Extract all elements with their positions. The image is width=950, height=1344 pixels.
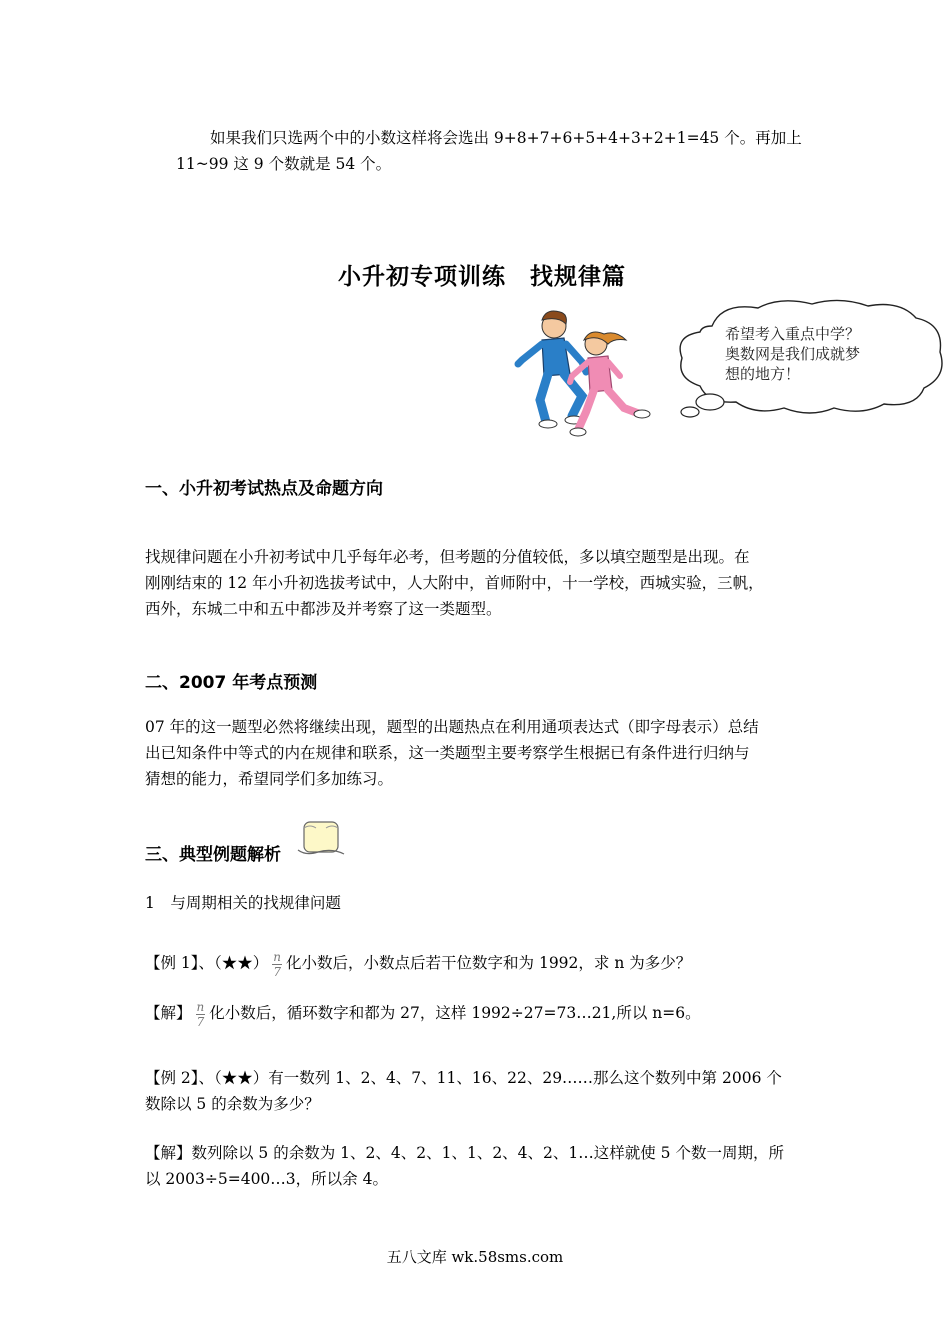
example-2 xyxy=(145,1065,825,1117)
section-1-line: 西外，东城二中和五中都涉及并考察了这一类题型。 xyxy=(145,600,502,618)
section-1-line: 刚刚结束的 12 年小升初选拔考试中，人大附中，首师附中，十一学校，西城实验，三帆， xyxy=(145,574,764,592)
page-title: 小升初专项训练 找规律篇 xyxy=(338,264,626,290)
intro-paragraph xyxy=(176,125,816,177)
example-1 xyxy=(145,946,825,980)
fraction-numerator: n xyxy=(273,949,282,964)
section-2-line: 猜想的能力，希望同学们多加练习。 xyxy=(145,770,394,788)
section-2-line: 07 年的这一题型必然将继续出现，题型的出题热点在利用通项表达式（即字母表示）总结 xyxy=(145,718,759,736)
thought-bubble-dot-large xyxy=(696,394,724,410)
solution-2-line-2: 以 2003÷5=400…3，所以余 4。 xyxy=(145,1170,388,1188)
bubble-line-3: 想的地方！ xyxy=(725,365,801,383)
footer-watermark: 五八文库 wk.58sms.com xyxy=(386,1248,564,1266)
section-2-line: 出已知条件中等式的内在规律和联系，这一类题型主要考察学生根据已有条件进行归纳与 xyxy=(145,744,750,762)
intro-line-2: 11~99 这 9 个数就是 54 个。 xyxy=(176,155,392,173)
fraction-denominator: 7 xyxy=(273,964,281,979)
solution-2 xyxy=(145,1140,825,1192)
example-1-text: 化小数后，小数点后若干位数字和为 1992，求 n 为多少？ xyxy=(286,954,692,972)
bubble-line-1: 希望考入重点中学？ xyxy=(725,325,861,343)
boy-left-arm xyxy=(518,344,542,364)
example-1-fraction xyxy=(272,950,282,979)
girl-right-shoe xyxy=(634,410,650,418)
solution-1-fraction xyxy=(196,1000,206,1029)
example-2-line-2: 数除以 5 的余数为多少？ xyxy=(145,1095,320,1113)
section-1-line: 找规律问题在小升初考试中几乎每年必考，但考题的分值较低，多以填空题型是出现。在 xyxy=(145,548,750,566)
girl-left-shoe xyxy=(570,428,586,436)
fraction-numerator: n xyxy=(196,999,205,1014)
solution-2-line-1: 【解】数列除以 5 的余数为 1、2、4、2、1、1、2、4、2、1…这样就使 5 个数一周期，所 xyxy=(145,1144,784,1162)
scroll-icon xyxy=(296,818,346,858)
section-1-heading: 一、小升初考试热点及命题方向 xyxy=(145,479,383,499)
thought-bubble-text xyxy=(725,324,905,384)
section-3-subheading: 1 与周期相关的找规律问题 xyxy=(145,894,341,912)
example-2-line-1: 【例 2】、（★★）有一数列 1、2、4、7、11、16、22、29……那么这个数列中第 2006 个 xyxy=(145,1069,782,1087)
boy-left-shoe xyxy=(539,420,557,428)
section-1-paragraph xyxy=(145,544,815,622)
thought-bubble-dot-small xyxy=(681,407,699,417)
section-2-paragraph xyxy=(145,714,815,792)
section-3-heading: 三、典型例题解析 xyxy=(145,845,281,865)
running-children-illustration xyxy=(512,304,652,440)
intro-line-1: 如果我们只选两个中的小数这样将会选出 9+8+7+6+5+4+3+2+1=45 个。再加上 xyxy=(210,129,802,147)
fraction-denominator: 7 xyxy=(196,1014,205,1029)
example-1-label: 【例 1】、（★★） xyxy=(145,954,269,972)
girl-right-leg xyxy=(608,390,640,414)
bubble-line-2: 奥数网是我们成就梦 xyxy=(725,345,861,363)
section-2-heading: 二、2007 年考点预测 xyxy=(145,673,318,693)
boy-left-leg xyxy=(540,374,548,422)
solution-1-text: 化小数后，循环数字和都为 27，这样 1992÷27=73…21,所以 n=6。 xyxy=(209,1004,701,1022)
solution-1 xyxy=(145,996,825,1030)
solution-1-label: 【解】 xyxy=(145,1004,192,1022)
